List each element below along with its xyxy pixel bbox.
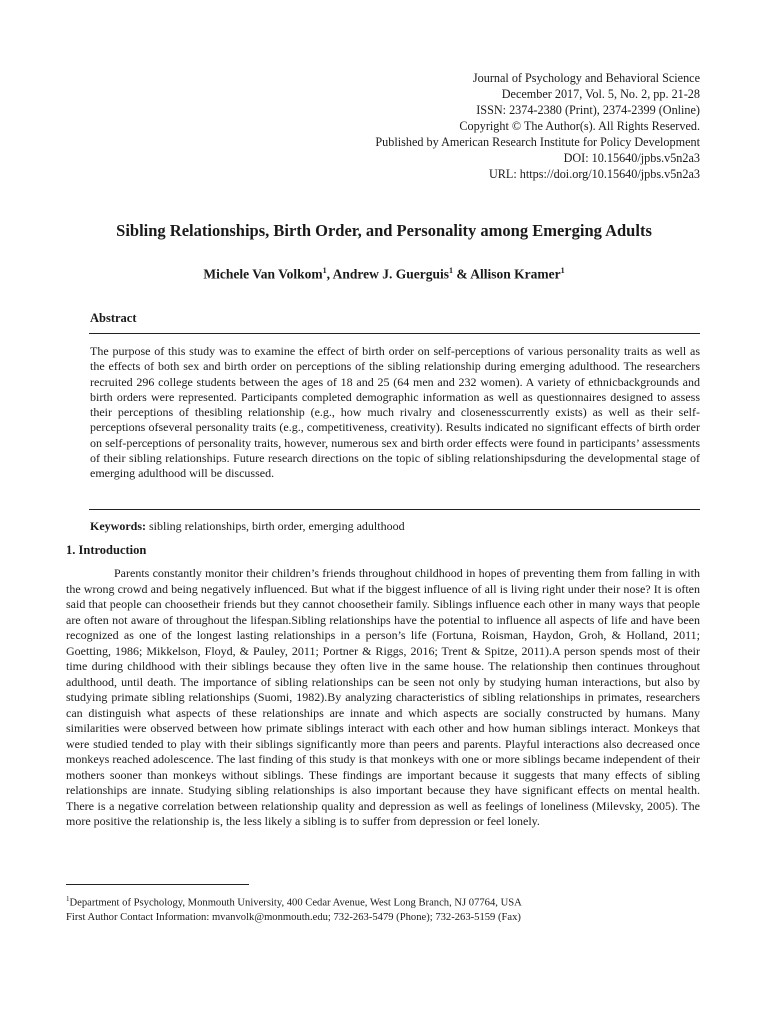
introduction-heading: 1. Introduction: [66, 543, 147, 557]
footnote-mark: 1: [66, 895, 70, 903]
author-2-affiliation-mark: 1: [449, 266, 454, 275]
keywords-label: Keywords:: [90, 519, 146, 533]
abstract-bottom-divider: [89, 509, 700, 510]
footnote-divider: [66, 884, 249, 885]
journal-publisher: Published by American Research Institute for Policy Development: [375, 135, 700, 149]
abstract-top-divider: [89, 333, 700, 334]
journal-copyright: Copyright © The Author(s). All Rights Reserved.: [459, 119, 700, 133]
keywords-text: sibling relationships, birth order, emerging adulthood: [146, 519, 405, 533]
journal-header: [375, 70, 700, 182]
journal-name: Journal of Psychology and Behavioral Science: [472, 71, 700, 85]
author-3-affiliation-mark: 1: [560, 266, 565, 275]
footnote-affiliation-text: Department of Psychology, Monmouth University, 400 Cedar Avenue, West Long Branch, NJ 07764, USA: [69, 897, 522, 909]
paper-title: Sibling Relationships, Birth Order, and Personality among Emerging Adults: [116, 221, 652, 240]
author-2: , Andrew J. Guerguis: [326, 266, 450, 282]
abstract-heading: Abstract: [90, 311, 137, 325]
journal-doi: DOI: 10.15640/jpbs.v5n2a3: [563, 151, 700, 165]
author-list: [0, 266, 768, 283]
journal-issn: ISSN: 2374-2380 (Print), 2374-2399 (Online): [476, 103, 700, 117]
author-1: Michele Van Volkom: [203, 266, 323, 282]
footnotes: [66, 892, 700, 925]
author-1-affiliation-mark: 1: [322, 266, 327, 275]
abstract-body: The purpose of this study was to examine the effect of birth order on self-perceptions of various personality traits as well as the effects of both sex and birth order on perceptions of the sibling relationship during emerging adulthood. The researchers recruited 296 college students between the ages of 18 and 25 (64 men and 232 women). A variety of ethnicbackgrounds and birth orders were represented. Participants completed demographic information as well as questionnaires designed to assess their perceptions of thesibling relationship (e.g., how much rivalry and closenesscurrently exists) as well as their self-perceptions ofseveral personality traits (e.g., competitiveness, creativity). Results indicated no significant effects of birth order on self-perceptions of personality traits, however, numerous sex and birth order effects were found in participants’ assessments of their sibling relationships. Future research directions on the topic of sibling relationshipsduring the developmental stage of emerging adulthood will be discussed.: [90, 344, 700, 481]
footnote-affiliation: [66, 892, 700, 911]
journal-url[interactable]: URL: https://doi.org/10.15640/jpbs.v5n2a3: [488, 167, 700, 181]
introduction-body: Parents constantly monitor their children’s friends throughout childhood in hopes of preventing them from falling in with the wrong crowd and being negatively influenced. But what if the biggest influence of all is living right under their nose? It is often said that people can choosetheir friends but they cannot choosetheir family. Siblings influence each other in many ways that people are often not aware of throughout the lifespan.Sibling relationships have the potential to influence all aspects of life and have been recognized as one of the longest lasting relationships in a person’s life (Fortuna, Roisman, Haydon, Groh, & Holland, 2011; Goetting, 1986; Mikkelson, Floyd, & Pauley, 2011; Portner & Riggs, 2016; Trent & Spitze, 2011).A person spends most of their time during childhood with their siblings because they often live in the same house. The relationship then continues throughout adulthood, until death. The importance of sibling relationships can be seen not only by studying human interactions, but also by studying primate sibling relationships (Suomi, 1982).By analyzing characteristics of sibling relationships in primates, researchers can distinguish what aspects of these relationships are innate and which aspects are socially constructed by humans. Many similarities were observed between how primate siblings interact with each other and how human siblings interact. Monkeys that were studied tended to play with their siblings significantly more than peers and parents. Playful interactions also decreased once monkeys reached adolescence. The last finding of this study is that monkeys with one or more siblings became independent of their mothers sooner than monkeys without siblings. These findings are important because it suggests that many effects of sibling relationships are innate. Studying sibling relationships is also important because they have significant effects on mental health. There is a negative correlation between relationship quality and depression as well as feelings of loneliness (Milevsky, 2005). The more positive the relationship is, the less likely a sibling is to suffer from depression or feel lonely.: [66, 566, 700, 828]
keywords-line: [90, 519, 700, 534]
journal-issue: December 2017, Vol. 5, No. 2, pp. 21-28: [501, 87, 700, 101]
footnote-contact: First Author Contact Information: mvanvolk@monmouth.edu; 732-263-5479 (Phone); 732-263-5159 (Fax): [66, 911, 521, 923]
author-3: & Allison Kramer: [456, 266, 561, 282]
